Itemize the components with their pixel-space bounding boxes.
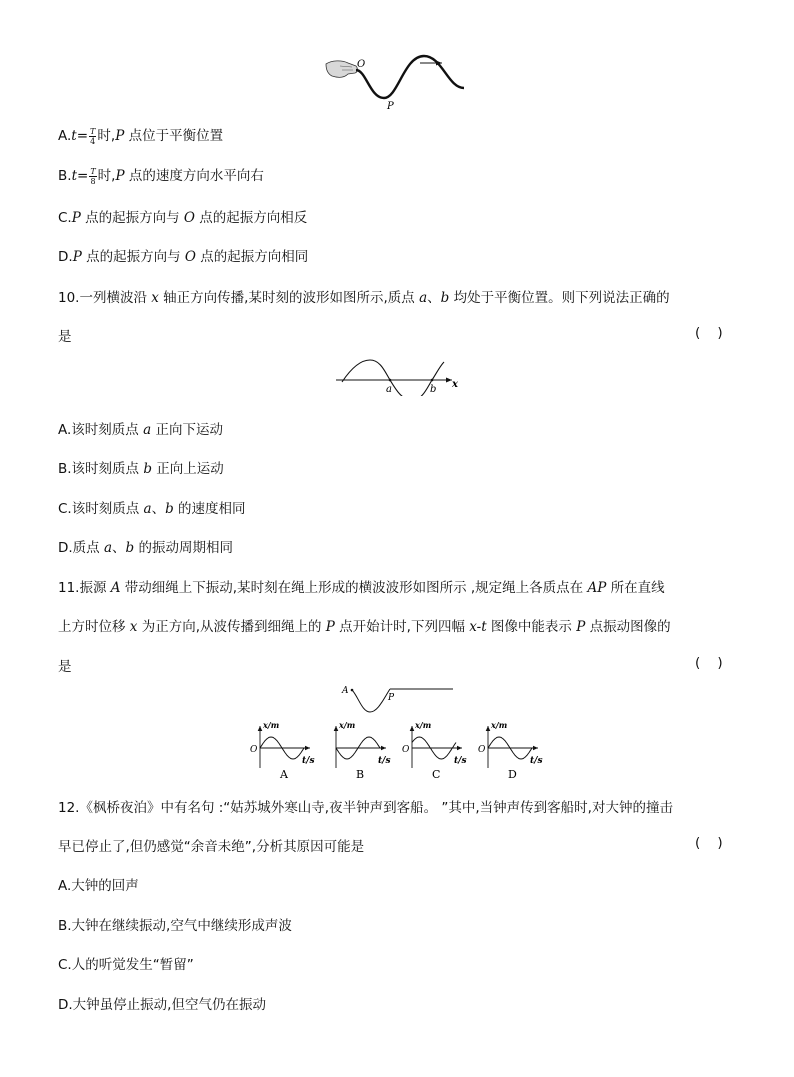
rope-wave [356, 56, 464, 98]
point-b [431, 379, 434, 382]
option-letter: A [280, 768, 288, 781]
q11-rope-figure [340, 684, 460, 716]
t-axis-label: t/s [302, 756, 315, 766]
q11-stem-line2: 上方时位移 x 为正方向,从波传播到细绳上的 P 点开始计时,下列四幅 x-t 图像中能表示 P 点振动图像的 [58, 619, 671, 635]
point-p-label: P [388, 693, 395, 703]
source-a [351, 689, 354, 692]
q11-answer-blank: ( ) [695, 655, 723, 671]
origin-label: O [402, 745, 410, 755]
x-axis-label: x/m [491, 720, 508, 730]
q12-answer-blank: ( ) [695, 835, 723, 851]
q10-option-b: B.该时刻质点 b 正向上运动 [58, 461, 224, 477]
source-a-label: A [342, 686, 349, 696]
t-axis-arrow [305, 746, 310, 751]
q10-stem-line1: 10.一列横波沿 x 轴正方向传播,某时刻的波形如图所示,质点 a、b 均处于平衡位置。则下列说法正确的 [58, 290, 670, 306]
origin-label: O [250, 745, 258, 755]
point-o-label: O [357, 59, 366, 70]
option-graph-d [478, 720, 543, 781]
option-letter: D [508, 768, 517, 781]
q12-option-c: C.人的听觉发生“暂留” [58, 957, 194, 973]
point-a [389, 379, 392, 382]
t-axis-label: t/s [530, 756, 543, 766]
q10-answer-blank: ( ) [695, 325, 723, 341]
option-letter: C [432, 768, 441, 781]
t-axis-arrow [533, 746, 538, 751]
q11-stem-line3: 是 [58, 659, 72, 675]
wave-curve [342, 360, 444, 396]
t-axis-label: t/s [378, 756, 391, 766]
x-axis-arrow [334, 726, 339, 731]
x-axis-label: x [452, 379, 458, 390]
t-axis-arrow [381, 746, 386, 751]
x-axis-label: x/m [339, 720, 356, 730]
q10-option-a: A.该时刻质点 a 正向下运动 [58, 422, 223, 438]
x-axis-label: x/m [263, 720, 280, 730]
fraction: $\frac{T}{4}$ [90, 126, 96, 146]
q12-stem-line1: 12.《枫桥夜泊》中有名句 :“姑苏城外寒山寺,夜半钟声到客船。 ”其中,当钟声传到客船时,对大钟的撞击 [58, 800, 673, 816]
x-axis-arrow [410, 726, 415, 731]
q12-option-a: A.大钟的回声 [58, 878, 139, 894]
q9-wave-figure [318, 52, 478, 110]
q12-option-b: B.大钟在继续振动,空气中继续形成声波 [58, 918, 292, 934]
option-graph-b [334, 720, 391, 781]
hand-icon [326, 61, 357, 77]
point-a-label: a [386, 384, 392, 395]
q9-option-a: A.t= $\frac{T}{4}$ 时,P 点位于平衡位置 [58, 126, 224, 146]
q10-stem-line2: 是 [58, 329, 72, 345]
q11-stem-line1: 11.振源 A 带动细绳上下振动,某时刻在绳上形成的横波波形如图所示 ,规定绳上各质点在 AP 所在直线 [58, 580, 665, 596]
graph-group [250, 720, 543, 781]
q9-option-b: B.t= $\frac{T}{8}$ 时,P 点的速度方向水平向右 [58, 166, 264, 186]
q10-option-c: C.该时刻质点 a、b 的速度相同 [58, 501, 246, 517]
point-b-label: b [430, 384, 437, 395]
point-p-label: P [387, 101, 394, 110]
q10-wave-figure [334, 356, 464, 396]
option-letter: B [356, 768, 365, 781]
rope-curve [352, 689, 390, 712]
fraction: $\frac{T}{8}$ [90, 166, 96, 186]
q9-option-d: D.P 点的起振方向与 O 点的起振方向相同 [58, 249, 309, 265]
q11-option-graphs [244, 718, 550, 782]
x-axis-arrow [258, 726, 263, 731]
origin-label: O [478, 745, 486, 755]
t-axis-arrow [457, 746, 462, 751]
t-axis-label: t/s [454, 756, 467, 766]
option-graph-c [402, 720, 467, 781]
q9-option-c: C.P 点的起振方向与 O 点的起振方向相反 [58, 210, 308, 226]
option-graph-a [250, 720, 315, 781]
q12-stem-line2: 早已停止了,但仍感觉“余音未绝”,分析其原因可能是 [58, 839, 365, 855]
q10-option-d: D.质点 a、b 的振动周期相同 [58, 540, 233, 556]
x-axis-arrow [486, 726, 491, 731]
q12-option-d: D.大钟虽停止振动,但空气仍在振动 [58, 997, 266, 1013]
x-axis-label: x/m [415, 720, 432, 730]
